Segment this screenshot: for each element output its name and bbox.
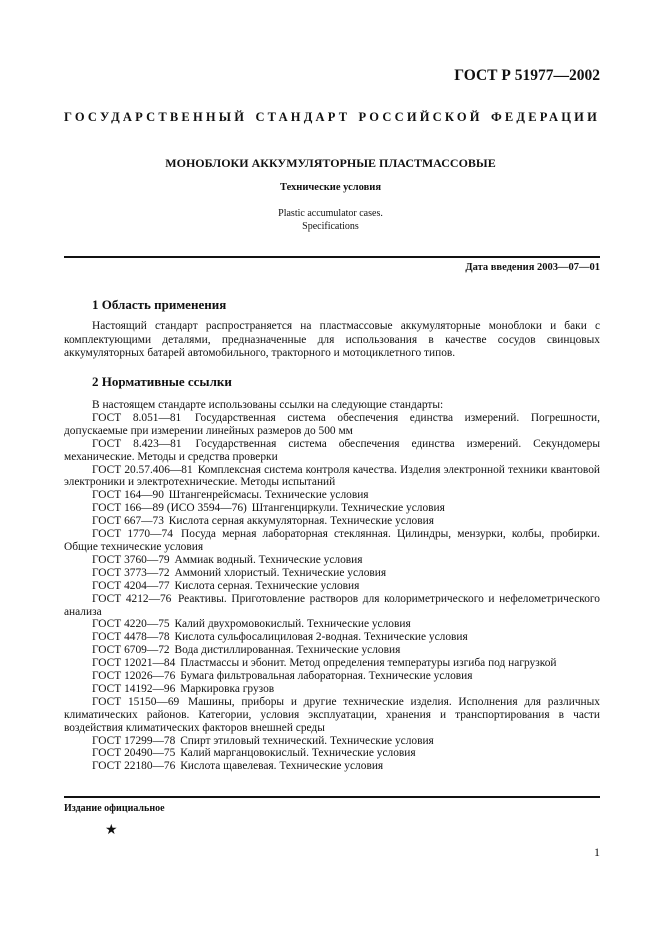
- reference-code: ГОСТ 164—90: [92, 489, 164, 502]
- reference-code: ГОСТ 15150—69: [92, 695, 180, 708]
- section-1-text: [64, 320, 600, 361]
- reference-title: Государственная система обеспечения единства измерений. Секундомеры механические. Методы и средства проверки: [64, 437, 600, 463]
- reference-code: ГОСТ 4212—76: [92, 592, 172, 605]
- header-divider: [64, 256, 600, 258]
- reference-item: [64, 528, 600, 554]
- reference-item: [64, 696, 600, 735]
- english-title-line-2: Specifications: [302, 221, 359, 232]
- document-title: МОНОБЛОКИ АККУМУЛЯТОРНЫЕ ПЛАСТМАССОВЫЕ: [165, 156, 496, 170]
- reference-title: Кислота серная аккумуляторная. Технические условия: [168, 515, 434, 528]
- reference-code: ГОСТ 4478—78: [92, 631, 170, 644]
- reference-item: [64, 464, 600, 490]
- reference-item: [64, 760, 600, 773]
- reference-code: ГОСТ 20490—75: [92, 747, 176, 760]
- document-number: ГОСТ Р 51977—2002: [454, 67, 600, 84]
- section-1-paragraph: Настоящий стандарт распространяется на пластмассовые аккумуляторные моноблоки и баки с комплектующими деталями, предназначенные для использования в качестве сосудов свинцовых аккумуляторных батарей автомобильного, тракторного и мотоциклетного типов.: [64, 320, 600, 359]
- reference-list: [64, 412, 600, 773]
- reference-item: [64, 515, 600, 528]
- star-mark: ★: [105, 823, 118, 838]
- reference-title: Посуда мерная лабораторная стеклянная. Цилиндры, мензурки, колбы, пробирки. Общие технические условия: [64, 528, 600, 553]
- references-lead: В настоящем стандарте использованы ссылки на следующие стандарты:: [92, 399, 444, 411]
- document-subtitle: Технические условия: [279, 182, 382, 193]
- reference-code: ГОСТ 14192—96: [92, 682, 176, 695]
- reference-title: Аммоний хлористый. Технические условия: [174, 566, 387, 579]
- edition-label: Издание официальное: [64, 803, 165, 814]
- reference-code: ГОСТ 12026—76: [92, 670, 176, 683]
- reference-item: [64, 489, 600, 502]
- english-title-line-1: Plastic accumulator cases.: [278, 208, 383, 219]
- reference-title: Машины, приборы и другие технические изделия. Исполнения для различных климатических районов. Категории, условия эксплуатации, хранения и транспортирования в части воздействия климатических факторов внешней среды: [64, 695, 600, 734]
- section-2-heading: 2 Нормативные ссылки: [92, 374, 232, 389]
- introduction-date: Дата введения 2003—07—01: [465, 262, 600, 273]
- reference-title: Пластмассы и эбонит. Метод определения температуры изгиба под нагрузкой: [180, 657, 557, 670]
- reference-item: [64, 502, 600, 515]
- reference-item: [64, 631, 600, 644]
- reference-item: [64, 747, 600, 760]
- reference-code: ГОСТ 3773—72: [92, 566, 170, 579]
- reference-item: [64, 593, 600, 619]
- reference-title: Калий двухромовокислый. Технические условия: [174, 618, 411, 631]
- reference-item: [64, 618, 600, 631]
- reference-title: Штангенциркули. Технические условия: [251, 502, 445, 515]
- reference-title: Кислота сульфосалициловая 2-водная. Технические условия: [174, 631, 468, 644]
- state-standard-header: ГОСУДАРСТВЕННЫЙ СТАНДАРТ РОССИЙСКОЙ ФЕДЕРАЦИИ: [64, 110, 600, 124]
- reference-item: [64, 567, 600, 580]
- reference-title: Спирт этиловый технический. Технические условия: [180, 734, 434, 747]
- reference-code: ГОСТ 166—89 (ИСО 3594—76): [92, 502, 247, 515]
- normative-references: [64, 399, 600, 773]
- reference-item: [64, 670, 600, 683]
- reference-code: ГОСТ 667—73: [92, 515, 164, 528]
- reference-title: Вода дистиллированная. Технические условия: [174, 644, 401, 657]
- reference-title: Государственная система обеспечения единства измерений. Погрешности, допускаемые при измерении линейных размеров до 500 мм: [64, 411, 600, 437]
- reference-code: ГОСТ 8.051—81: [92, 411, 182, 424]
- reference-item: [64, 644, 600, 657]
- reference-item: [64, 657, 600, 670]
- reference-code: ГОСТ 4204—77: [92, 579, 170, 592]
- english-title: [0, 207, 661, 233]
- reference-code: ГОСТ 8.423—81: [92, 437, 182, 450]
- reference-title: Аммиак водный. Технические условия: [174, 553, 363, 566]
- reference-code: ГОСТ 1770—74: [92, 528, 173, 541]
- footer-divider: [64, 796, 600, 798]
- reference-title: Комплексная система контроля качества. Изделия электронной техники квантовой электроники и электротехнические. Методы испытаний: [64, 463, 600, 489]
- reference-code: ГОСТ 17299—78: [92, 734, 176, 747]
- reference-title: Бумага фильтровальная лабораторная. Технические условия: [180, 670, 473, 683]
- reference-item: [64, 412, 600, 438]
- reference-title: Кислота щавелевая. Технические условия: [180, 760, 384, 773]
- reference-title: Маркировка грузов: [180, 682, 275, 695]
- reference-code: ГОСТ 22180—76: [92, 760, 176, 773]
- reference-item: [64, 735, 600, 748]
- reference-title: Калий марганцовокислый. Технические условия: [180, 747, 416, 760]
- reference-code: ГОСТ 12021—84: [92, 657, 176, 670]
- reference-title: Кислота серная. Технические условия: [174, 579, 360, 592]
- reference-code: ГОСТ 20.57.406—81: [92, 463, 193, 476]
- reference-item: [64, 554, 600, 567]
- reference-code: ГОСТ 3760—79: [92, 553, 170, 566]
- reference-item: [64, 683, 600, 696]
- reference-code: ГОСТ 4220—75: [92, 618, 170, 631]
- reference-item: [64, 438, 600, 464]
- page-number: 1: [594, 845, 600, 859]
- reference-item: [64, 580, 600, 593]
- section-1-heading: 1 Область применения: [92, 297, 227, 312]
- reference-code: ГОСТ 6709—72: [92, 644, 170, 657]
- reference-title: Реактивы. Приготовление растворов для колориметрического и нефелометрического анализа: [64, 592, 600, 618]
- reference-title: Штангенрейсмасы. Технические условия: [168, 489, 369, 502]
